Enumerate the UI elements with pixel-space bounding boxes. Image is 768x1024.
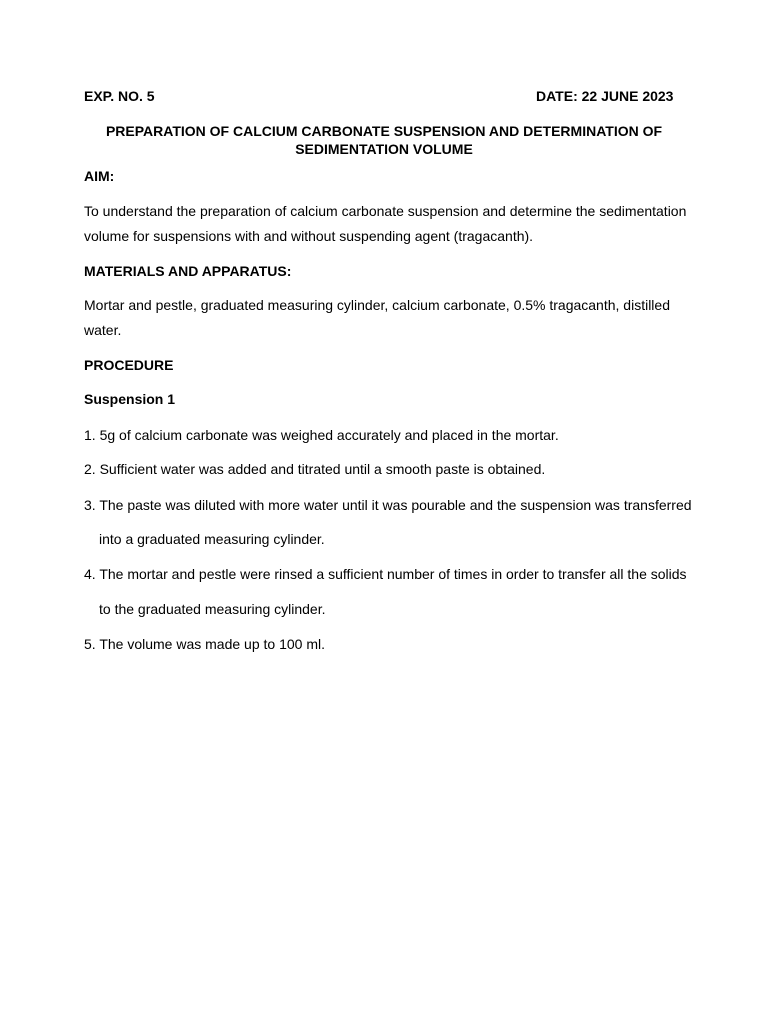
experiment-number: EXP. NO. 5 [84, 88, 155, 104]
procedure-step-3: 3. The paste was diluted with more water until it was pourable and the suspension was transferred [84, 497, 692, 513]
experiment-date: DATE: 22 JUNE 2023 [536, 88, 674, 104]
materials-text-line-2: water. [84, 322, 122, 338]
procedure-step-2: 2. Sufficient water was added and titrated until a smooth paste is obtained. [84, 461, 546, 477]
procedure-step-1: 1. 5g of calcium carbonate was weighed accurately and placed in the mortar. [84, 427, 559, 443]
procedure-step-3-continuation: into a graduated measuring cylinder. [99, 531, 325, 547]
aim-text-line-1: To understand the preparation of calcium carbonate suspension and determine the sedimentation [84, 203, 687, 219]
document-title-line-1: PREPARATION OF CALCIUM CARBONATE SUSPENSION AND DETERMINATION OF [105, 123, 663, 139]
procedure-step-5: 5. The volume was made up to 100 ml. [84, 636, 325, 652]
materials-heading: MATERIALS AND APPARATUS: [84, 263, 292, 279]
aim-text-line-2: volume for suspensions with and without suspending agent (tragacanth). [84, 228, 534, 244]
materials-text-line-1: Mortar and pestle, graduated measuring cylinder, calcium carbonate, 0.5% tragacanth, distilled [84, 297, 670, 313]
procedure-heading: PROCEDURE [84, 357, 174, 373]
procedure-step-4: 4. The mortar and pestle were rinsed a sufficient number of times in order to transfer all the solids [84, 566, 687, 582]
procedure-step-4-continuation: to the graduated measuring cylinder. [99, 601, 326, 617]
document-title-line-2: SEDIMENTATION VOLUME [295, 141, 473, 157]
suspension-1-subheading: Suspension 1 [84, 391, 176, 407]
aim-heading: AIM: [84, 168, 115, 184]
